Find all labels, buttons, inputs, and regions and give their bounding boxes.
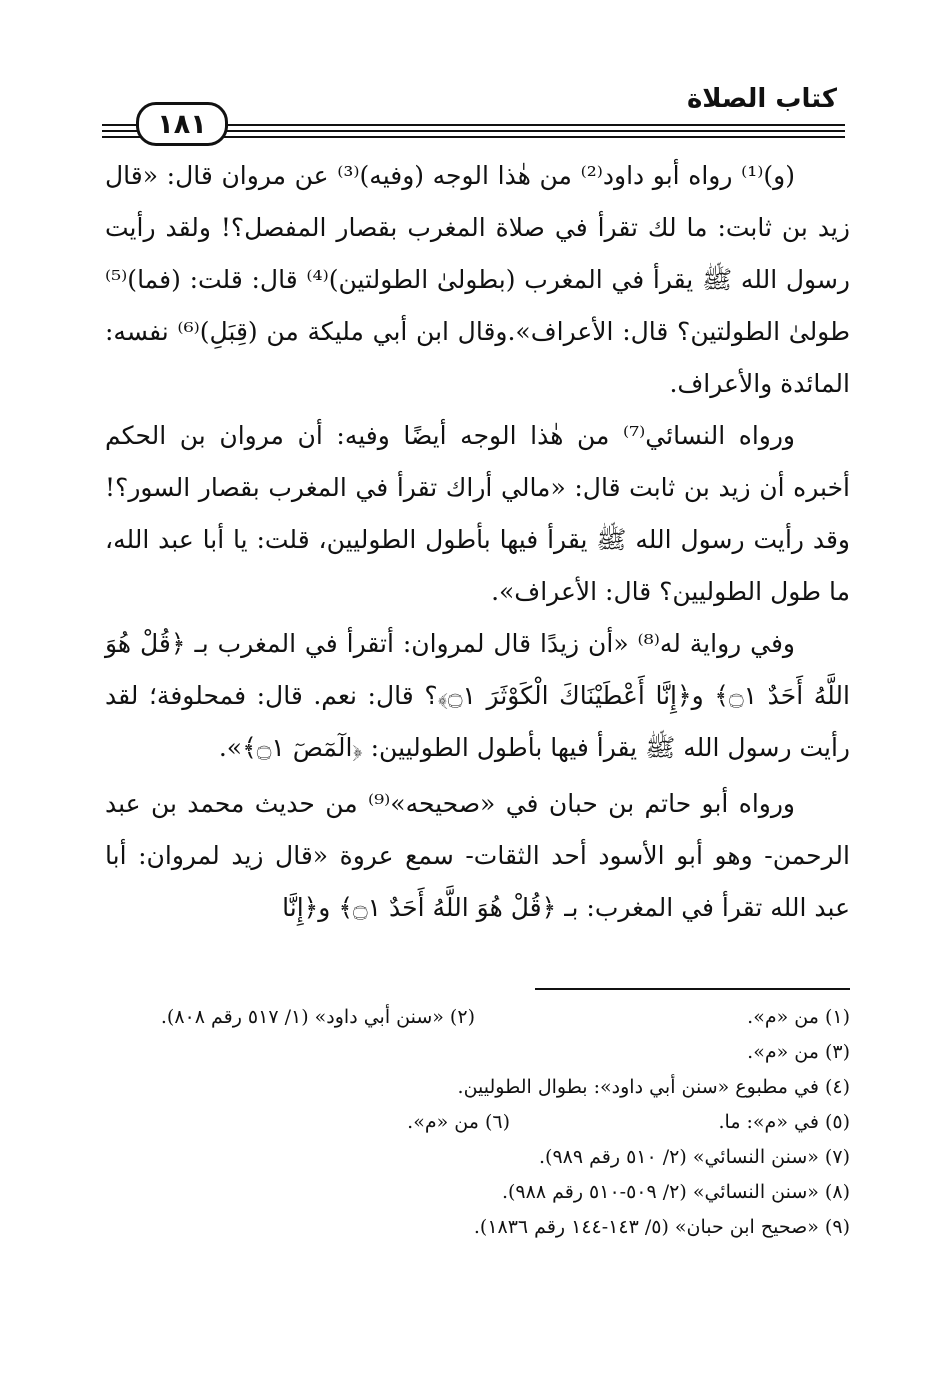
book-title: كتاب الصلاة bbox=[686, 84, 837, 114]
footnote: (٦) من «م». bbox=[407, 1111, 510, 1133]
page-header bbox=[102, 82, 845, 142]
footnote: (٥) في «م»: ما. bbox=[718, 1111, 850, 1133]
footnotes bbox=[105, 1000, 850, 1245]
footnote-line bbox=[105, 1210, 850, 1245]
footnote: (٧) «سنن النسائي» (٢/ ٥١٠ رقم ٩٨٩). bbox=[539, 1146, 850, 1168]
main-text bbox=[105, 150, 850, 934]
paragraph: وفي رواية له⁽⁸⁾ «أن زيدًا قال لمروان: أتقرأ في المغرب بـ ﴿قُلْ هُوَ اللَّهُ أَحَدٌ ۝١﴾ و﴿إِنَّا أَعْطَيْنَاكَ الْكَوْثَرَ ۝١﴾؟ قال: نعم. قال: فمحلوفة؛ لقد رأيت رسول الله ﷺ يقرأ فيها بأطول الطوليين: ﴿الٓمٓصٓ ۝١﴾». bbox=[105, 629, 850, 762]
footnote: (٩) «صحيح ابن حبان» (٥/ ١٤٣-١٤٤ رقم ١٨٣٦). bbox=[473, 1216, 850, 1238]
page-number: ١٨١ bbox=[136, 102, 228, 146]
footnote-line bbox=[105, 1175, 850, 1210]
footnote-line bbox=[105, 1000, 850, 1035]
footnote: (١) من «م». bbox=[747, 1006, 850, 1028]
footnote-line bbox=[105, 1140, 850, 1175]
footnote-separator bbox=[535, 988, 850, 990]
footnote-line bbox=[105, 1105, 850, 1140]
footnote: (٣) من «م». bbox=[747, 1041, 850, 1063]
footnote-line bbox=[105, 1035, 850, 1070]
footnote-line bbox=[105, 1070, 850, 1105]
paragraph: ورواه أبو حاتم بن حبان في «صحيحه»⁽⁹⁾ من حديث محمد بن عبد الرحمن- وهو أبو الأسود أحد الثقات- سمع عروة «قال زيد لمروان: أبا عبد الله تقرأ في المغرب: بـ ﴿قُلْ هُوَ اللَّهُ أَحَدٌ ۝١﴾ و﴿إِنَّا bbox=[105, 789, 850, 922]
paragraph: (و)⁽¹⁾ رواه أبو داود⁽²⁾ من هٰذا الوجه (وفيه)⁽³⁾ عن مروان قال: «قال زيد بن ثابت: ما لك تقرأ في صلاة المغرب بقصار المفصل؟! ولقد رأيت رسول الله ﷺ يقرأ في المغرب (بطولىٰ الطولتين)⁽⁴⁾ قال: قلت: (فما)⁽⁵⁾ طولىٰ الطولتين؟ قال: الأعراف».وقال ابن أبي مليكة من (قِبَلِ)⁽⁶⁾ نفسه: المائدة والأعراف. bbox=[105, 161, 850, 398]
footnote: (٨) «سنن النسائي» (٢/ ٥٠٩-٥١٠ رقم ٩٨٨). bbox=[501, 1181, 850, 1203]
paragraph: ورواه النسائي⁽⁷⁾ من هٰذا الوجه أيضًا وفيه: أن مروان بن الحكم أخبره أن زيد بن ثابت قال: «مالي أراك تقرأ في المغرب بقصار السور؟! وقد رأيت رسول الله ﷺ يقرأ فيها بأطول الطوليين، قلت: يا أبا عبد الله، ما طول الطوليين؟ قال: الأعراف». bbox=[105, 421, 850, 606]
footnote: (٢) «سنن أبي داود» (١/ ٥١٧ رقم ٨٠٨). bbox=[160, 1006, 475, 1028]
footnote: (٤) في مطبوع «سنن أبي داود»: بطوال الطوليين. bbox=[457, 1076, 850, 1098]
